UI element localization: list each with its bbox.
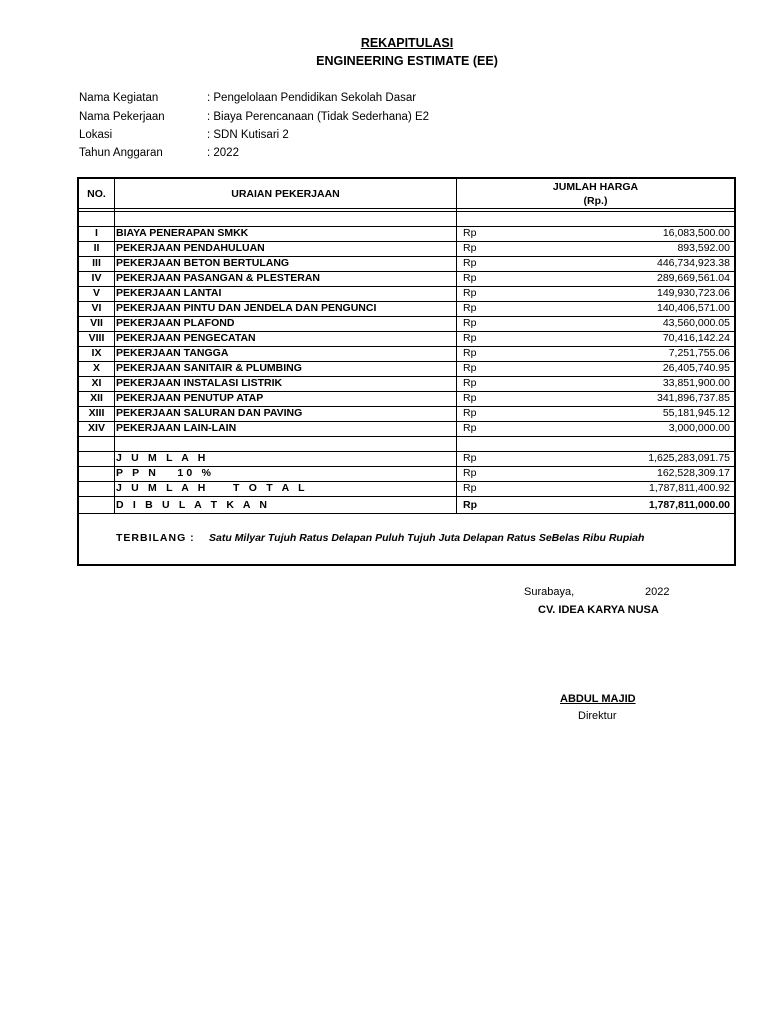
row-description: PEKERJAAN PLAFOND <box>116 317 235 329</box>
table-row <box>79 421 734 436</box>
total-row-dibulatkan <box>79 497 734 513</box>
table-row <box>79 286 734 301</box>
info-label: Tahun Anggaran <box>79 147 163 159</box>
table-row <box>79 361 734 376</box>
row-amount: 149,930,723.06 <box>657 287 730 299</box>
currency-label: Rp <box>463 499 477 511</box>
currency-label: Rp <box>463 392 477 404</box>
currency-label: Rp <box>463 377 477 389</box>
header-description: URAIAN PEKERJAAN <box>231 188 340 200</box>
row-description: PEKERJAAN PASANGAN & PLESTERAN <box>116 272 320 284</box>
row-amount: 446,734,923.38 <box>657 257 730 269</box>
currency-label: Rp <box>463 317 477 329</box>
document-subtitle: ENGINEERING ESTIMATE (EE) <box>316 54 498 68</box>
row-divider <box>79 513 734 514</box>
total-amount: 1,625,283,091.75 <box>648 452 730 464</box>
row-amount: 7,251,755.06 <box>668 347 730 359</box>
row-number: XIII <box>88 407 105 419</box>
row-description: PEKERJAAN SALURAN DAN PAVING <box>116 407 303 419</box>
info-value: : 2022 <box>207 147 239 159</box>
currency-label: Rp <box>463 467 477 479</box>
row-description: PEKERJAAN PENUTUP ATAP <box>116 392 264 404</box>
row-description: PEKERJAAN INSTALASI LISTRIK <box>116 377 283 389</box>
row-amount: 33,851,900.00 <box>662 377 730 389</box>
currency-label: Rp <box>463 257 477 269</box>
row-description: PEKERJAAN LANTAI <box>116 287 222 299</box>
row-amount: 43,560,000.05 <box>662 317 730 329</box>
signatory-position: Direktur <box>578 710 617 722</box>
info-value: : SDN Kutisari 2 <box>207 129 289 141</box>
total-row-jumlah <box>79 451 734 466</box>
table-row <box>79 241 734 256</box>
row-description: PEKERJAAN PENDAHULUAN <box>116 242 265 254</box>
currency-label: Rp <box>463 362 477 374</box>
row-amount: 55,181,945.12 <box>662 407 730 419</box>
header-price-unit: (Rp.) <box>583 195 608 207</box>
table-row <box>79 226 734 241</box>
row-number: XIV <box>88 422 105 434</box>
table-row <box>79 271 734 286</box>
currency-label: Rp <box>463 287 477 299</box>
table-row <box>79 301 734 316</box>
total-amount: 1,787,811,400.92 <box>649 482 730 494</box>
row-number: IX <box>91 347 102 359</box>
row-divider <box>79 211 734 212</box>
table-row <box>79 406 734 421</box>
row-amount: 26,405,740.95 <box>662 362 730 374</box>
currency-label: Rp <box>463 227 477 239</box>
table-row <box>79 346 734 361</box>
row-amount: 16,083,500.00 <box>662 227 730 239</box>
currency-label: Rp <box>463 452 477 464</box>
row-number: X <box>92 362 100 374</box>
total-row-jumlah-total <box>79 481 734 496</box>
total-row-ppn <box>79 466 734 481</box>
currency-label: Rp <box>463 482 477 494</box>
row-number: VI <box>91 302 102 314</box>
header-no: NO. <box>87 188 106 200</box>
row-amount: 3,000,000.00 <box>668 422 730 434</box>
row-amount: 70,416,142.24 <box>662 332 730 344</box>
total-amount: 1,787,811,000.00 <box>648 499 730 511</box>
signature-city: Surabaya, <box>524 586 575 598</box>
row-description: BIAYA PENERAPAN SMKK <box>116 227 249 239</box>
total-label: D I B U L A T K A N <box>116 499 271 511</box>
table-row <box>79 376 734 391</box>
currency-label: Rp <box>463 332 477 344</box>
company-name: CV. IDEA KARYA NUSA <box>538 604 659 616</box>
row-description: PEKERJAAN PENGECATAN <box>116 332 256 344</box>
row-description: PEKERJAAN TANGGA <box>116 347 229 359</box>
total-label: P P N 10 % <box>116 467 215 479</box>
table-row <box>79 316 734 331</box>
row-description: PEKERJAAN BETON BERTULANG <box>116 257 290 269</box>
row-number: III <box>92 257 101 269</box>
total-amount: 162,528,309.17 <box>657 467 730 479</box>
currency-label: Rp <box>463 347 477 359</box>
row-divider <box>79 436 734 437</box>
info-label: Lokasi <box>79 129 113 141</box>
row-number: VIII <box>88 332 105 344</box>
terbilang-label: TERBILANG : <box>116 532 195 544</box>
table-row <box>79 391 734 406</box>
info-label: Nama Pekerjaan <box>79 111 165 123</box>
info-value: : Pengelolaan Pendidikan Sekolah Dasar <box>207 92 417 104</box>
row-description: PEKERJAAN PINTU DAN JENDELA DAN PENGUNCI <box>116 302 377 314</box>
row-divider <box>79 208 734 209</box>
total-label: J U M L A H T O T A L <box>116 482 308 494</box>
currency-label: Rp <box>463 302 477 314</box>
row-number: V <box>92 287 100 299</box>
table-row <box>79 256 734 271</box>
row-number: XI <box>91 377 102 389</box>
row-number: XII <box>90 392 103 404</box>
signature-year: 2022 <box>645 586 670 598</box>
info-label: Nama Kegiatan <box>79 92 159 104</box>
row-description: PEKERJAAN SANITAIR & PLUMBING <box>116 362 302 374</box>
signatory-name: ABDUL MAJID <box>560 693 636 705</box>
info-value: : Biaya Perencanaan (Tidak Sederhana) E2 <box>207 111 430 123</box>
row-description: PEKERJAAN LAIN-LAIN <box>116 422 237 434</box>
terbilang-text: Satu Milyar Tujuh Ratus Delapan Puluh Tujuh Juta Delapan Ratus SeBelas Ribu Rupiah <box>209 532 645 544</box>
currency-label: Rp <box>463 272 477 284</box>
row-amount: 341,896,737.85 <box>657 392 730 404</box>
row-amount: 893,592.00 <box>677 242 730 254</box>
row-number: VII <box>90 317 103 329</box>
row-number: II <box>93 242 100 254</box>
total-label: J U M L A H <box>116 452 209 464</box>
document-title: REKAPITULASI <box>360 36 454 50</box>
currency-label: Rp <box>463 242 477 254</box>
currency-label: Rp <box>463 422 477 434</box>
row-amount: 289,669,561.04 <box>657 272 730 284</box>
header-price: JUMLAH HARGA <box>552 181 639 193</box>
currency-label: Rp <box>463 407 477 419</box>
row-number: IV <box>91 272 102 284</box>
row-number: I <box>95 227 98 239</box>
row-amount: 140,406,571.00 <box>657 302 730 314</box>
table-row <box>79 331 734 346</box>
estimate-table <box>77 177 736 566</box>
